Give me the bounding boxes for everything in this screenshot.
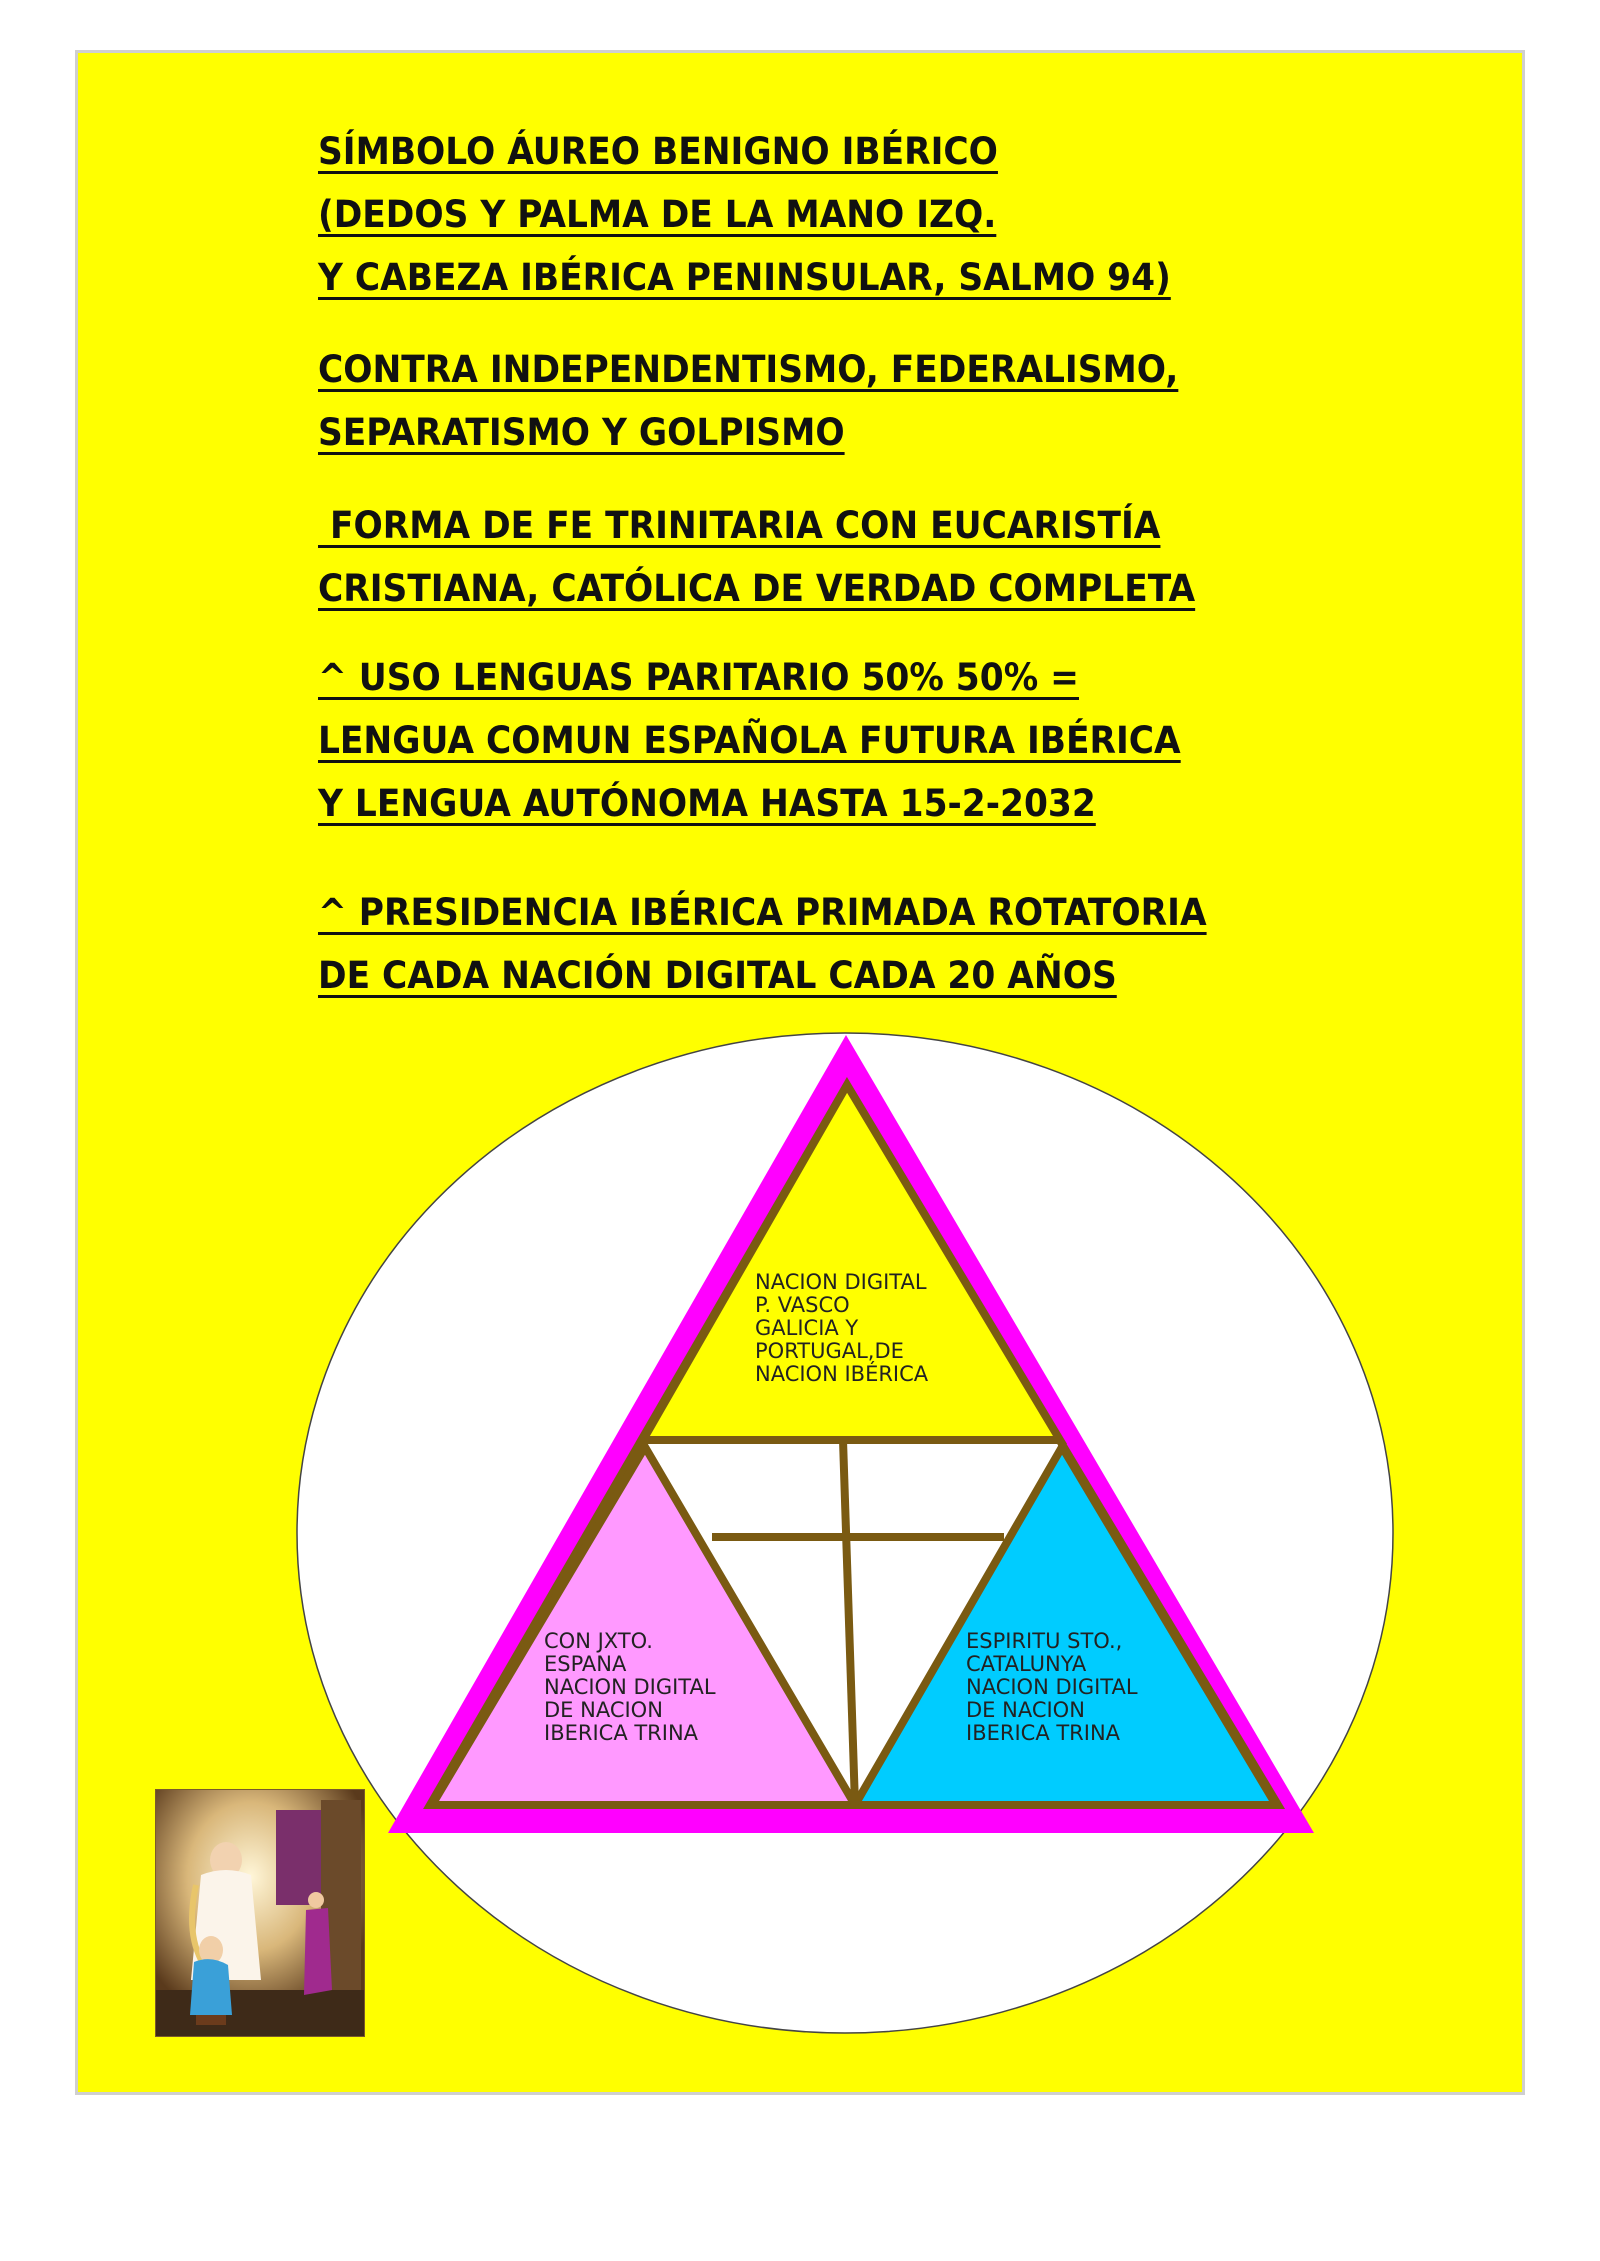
left-region-label: CON JXTO. ESPANA NACION DIGITAL DE NACION IBERICA TRINA xyxy=(544,1629,716,1745)
religious-painting-icon xyxy=(155,1789,365,2037)
heading-line: Y LENGUA AUTÓNOMA HASTA 15-2-2032 xyxy=(318,782,1096,825)
heading-line: ^ USO LENGUAS PARITARIO 50% 50% = xyxy=(318,656,1079,699)
heading-line: ^ PRESIDENCIA IBÉRICA PRIMADA ROTATORIA xyxy=(318,891,1207,934)
heading-line: SÍMBOLO ÁUREO BENIGNO IBÉRICO xyxy=(318,130,998,173)
heading-line: SEPARATISMO Y GOLPISMO xyxy=(318,411,845,454)
heading-line: DE CADA NACIÓN DIGITAL CADA 20 AÑOS xyxy=(318,954,1117,997)
heading-line: Y CABEZA IBÉRICA PENINSULAR, SALMO 94) xyxy=(318,256,1171,299)
heading-line: CRISTIANA, CATÓLICA DE VERDAD COMPLETA xyxy=(318,567,1196,610)
right-region-label: ESPIRITU STO., CATALUNYA NACION DIGITAL DE NACION IBERICA TRINA xyxy=(966,1629,1138,1745)
heading-line: (DEDOS Y PALMA DE LA MANO IZQ. xyxy=(318,193,997,236)
heading-line: CONTRA INDEPENDENTISMO, FEDERALISMO, xyxy=(318,348,1179,391)
heading-line: FORMA DE FE TRINITARIA CON EUCARISTÍA xyxy=(318,504,1161,547)
top-region-label: NACION DIGITAL P. VASCO GALICIA Y PORTUGAL,DE NACION IBÉRICA xyxy=(755,1270,929,1386)
heading-line: LENGUA COMUN ESPAÑOLA FUTURA IBÉRICA xyxy=(318,719,1181,762)
